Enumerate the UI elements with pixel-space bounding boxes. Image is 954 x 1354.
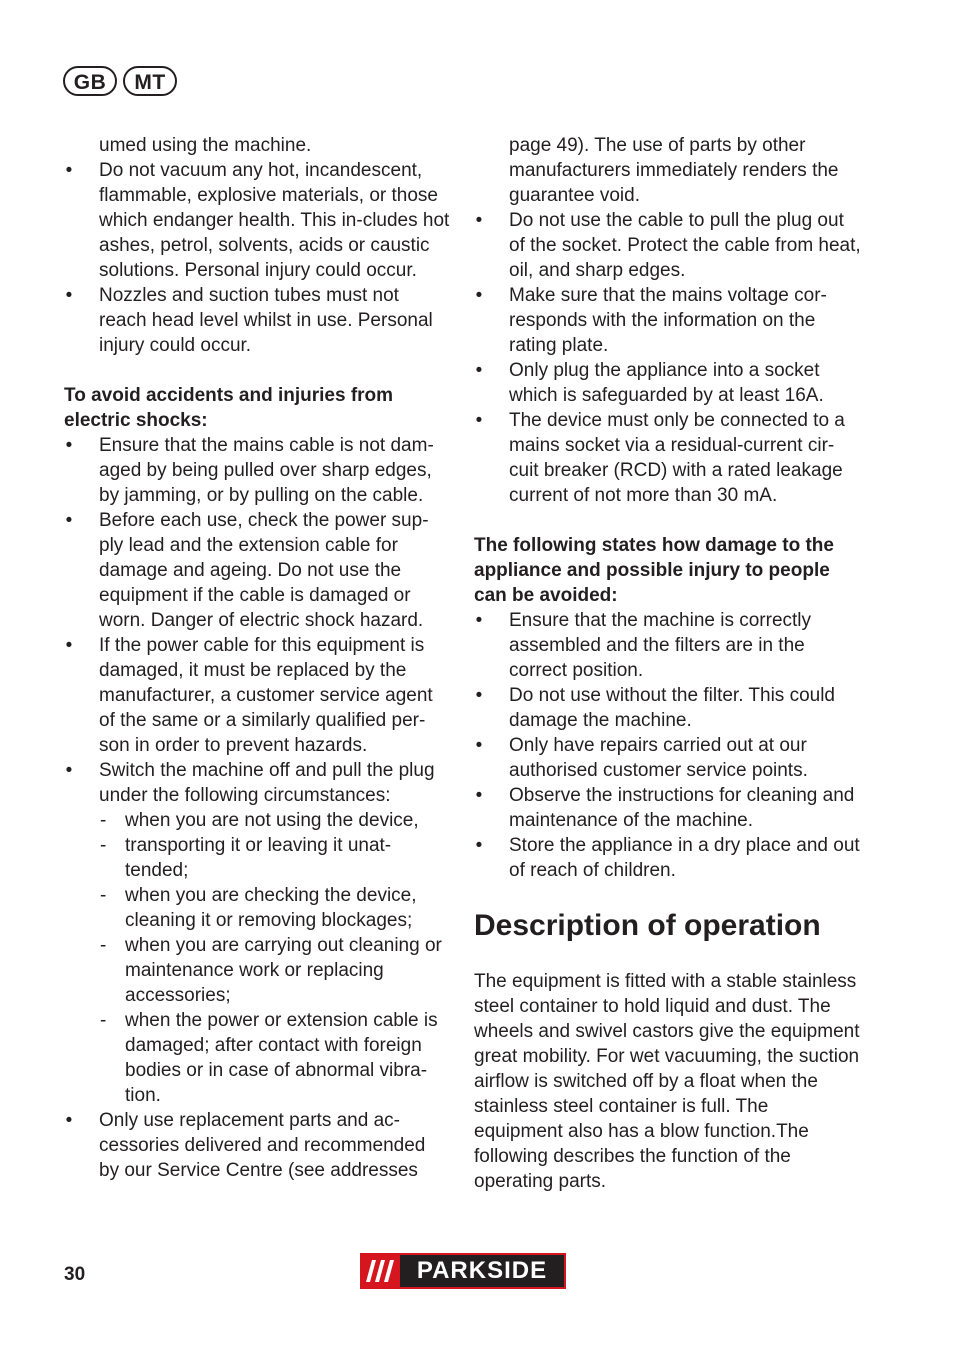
brand-logo (360, 1253, 566, 1289)
list-item: • Before each use, check the power sup-ply lead and the extension cable for damage and ageing. Do not use the equipment if the cable is damaged or worn. Danger of electric shock hazard. (65, 510, 429, 631)
sub-list-item: - when the power or extension cable is damaged; after contact with foreign bodies or in case of abnormal vibra-tion. (100, 1010, 438, 1106)
list-item: • If the power cable for this equipment is damaged, it must be replaced by the manufacturer, a customer service agent of the same or a similarly qualified per-son in order to prevent hazards. (65, 635, 433, 756)
right-column (474, 133, 862, 1194)
list-item: • Ensure that the machine is correctly assembled and the filters are in the correct position. (475, 610, 812, 681)
section-heading: To avoid accidents and injuries from electric shocks: (64, 385, 394, 431)
list-item: • Observe the instructions for cleaning and maintenance of the machine. (475, 785, 855, 831)
logo-stripes-icon (362, 1255, 400, 1287)
list-item: • Do not use without the filter. This could damage the machine. (475, 685, 835, 731)
page-number: 30 (64, 1264, 86, 1285)
sub-list-item: - when you are carrying out cleaning or maintenance work or replacing accessories; (100, 935, 442, 1006)
list-item: • Only plug the appliance into a socket which is safeguarded by at least 16A. (475, 360, 824, 406)
section-heading: The following states how damage to the appliance and possible injury to people can be avoided: (474, 535, 834, 606)
language-badges (63, 66, 177, 96)
list-item: • Only use replacement parts and ac-cessories delivered and recommended by our Service Centre (see addresses (65, 1110, 426, 1181)
lang-badge-mt: MT (123, 66, 177, 96)
list-item: • Store the appliance in a dry place and out of reach of children. (475, 835, 860, 881)
continued-text: page 49). The use of parts by other manufacturers immediately renders the guarantee void. (509, 135, 839, 206)
list-item: • Switch the machine off and pull the plug under the following circumstances: (65, 760, 435, 806)
list-item: • Nozzles and suction tubes must not reach head level whilst in use. Personal injury could occur. (65, 285, 433, 356)
body-paragraph: The equipment is fitted with a stable stainless steel container to hold liquid and dust. The wheels and swivel castors give the equipment great mobility. For wet vacuuming, the suction airflow is switched off by a float when the stainless steel container is full. The equipment also has a blow function.The following describes the function of the operating parts. (474, 971, 860, 1192)
brand-name: PARKSIDE (400, 1255, 564, 1287)
list-item: • Ensure that the mains cable is not dam-aged by being pulled over sharp edges, by jamming, or by pulling on the cable. (65, 435, 434, 506)
list-item: • The device must only be connected to a mains socket via a residual-current cir-cuit breaker (RCD) with a rated leakage current of not more than 30 mA. (475, 410, 845, 506)
left-column (64, 133, 450, 1183)
sub-list-item: - when you are checking the device, cleaning it or removing blockages; (100, 885, 417, 931)
lang-badge-gb: GB (63, 66, 117, 96)
continued-text: umed using the machine. (99, 135, 312, 156)
section-title: Description of operation (474, 909, 821, 942)
sub-list-item: - transporting it or leaving it unat-tended; (100, 835, 392, 881)
list-item: • Do not vacuum any hot, incandescent, flammable, explosive materials, or those which endanger health. This in-cludes hot ashes, petrol, solvents, acids or caustic solutions. Personal injury could occur. (65, 160, 450, 281)
list-item: • Only have repairs carried out at our authorised customer service points. (475, 735, 808, 781)
sub-list-item: - when you are not using the device, (100, 810, 419, 831)
list-item: • Make sure that the mains voltage cor-responds with the information on the rating plate. (475, 285, 827, 356)
list-item: • Do not use the cable to pull the plug out of the socket. Protect the cable from heat, oil, and sharp edges. (475, 210, 861, 281)
